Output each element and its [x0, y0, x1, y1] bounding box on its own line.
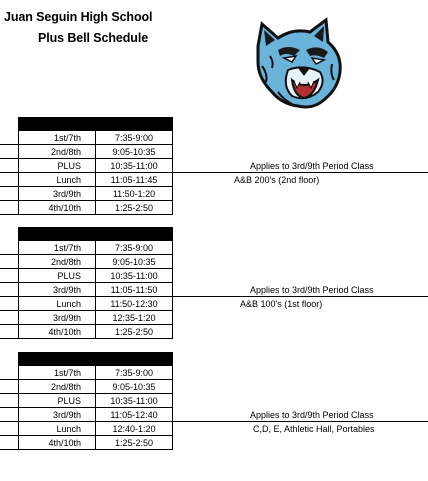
lunch-location: A&B 100's (1st floor)	[240, 299, 323, 309]
period-label: 2nd/8th	[50, 257, 81, 267]
table-row	[0, 159, 428, 173]
table-row	[0, 255, 428, 269]
table-header-bar	[18, 117, 173, 131]
period-label: 3rd/9th	[52, 285, 81, 295]
table-row	[0, 173, 428, 187]
school-title: Juan Seguin High School	[4, 10, 153, 24]
time-range: 11:05-12:40	[110, 410, 158, 420]
time-range: 9:05-10:35	[112, 382, 156, 392]
period-label: Lunch	[56, 175, 81, 185]
period-label: 4th/10th	[48, 327, 81, 337]
time-range: 1:25-2:50	[114, 203, 154, 213]
time-range: 11:50-1:20	[112, 189, 156, 199]
period-label: 4th/10th	[48, 438, 81, 448]
table-row	[0, 187, 428, 201]
table-row	[0, 366, 428, 380]
table-row	[0, 145, 428, 159]
period-label: Lunch	[56, 299, 81, 309]
table-header-bar	[18, 352, 173, 366]
period-label: PLUS	[57, 271, 81, 281]
table-row	[0, 408, 428, 422]
period-label: 1st/7th	[53, 368, 81, 378]
time-range: 1:25-2:50	[114, 438, 154, 448]
period-label: 3rd/9th	[52, 313, 81, 323]
time-range: 7:35-9:00	[114, 368, 154, 378]
time-range: 12:35-1:20	[112, 313, 156, 323]
period-label: 1st/7th	[53, 243, 81, 253]
cougar-mascot-icon	[248, 16, 348, 112]
time-range: 11:05-11:45	[110, 175, 158, 185]
period-label: PLUS	[57, 396, 81, 406]
period-label: 2nd/8th	[50, 382, 81, 392]
time-range: 7:35-9:00	[114, 133, 154, 143]
table-header-bar	[18, 227, 173, 241]
period-label: 3rd/9th	[52, 189, 81, 199]
table-row	[0, 436, 428, 450]
schedule-title: Plus Bell Schedule	[38, 31, 149, 45]
time-range: 12:40-1:20	[112, 424, 156, 434]
table-row	[0, 297, 428, 311]
period-note: Applies to 3rd/9th Period Class	[250, 285, 374, 295]
table-row	[0, 269, 428, 283]
period-label: Lunch	[56, 424, 81, 434]
period-label: 1st/7th	[53, 133, 81, 143]
period-note: Applies to 3rd/9th Period Class	[250, 161, 374, 171]
time-range: 10:35-11:00	[110, 271, 158, 281]
table-row	[0, 380, 428, 394]
period-note: Applies to 3rd/9th Period Class	[250, 410, 374, 420]
table-row	[0, 311, 428, 325]
table-row	[0, 201, 428, 215]
time-range: 10:35-11:00	[110, 161, 158, 171]
time-range: 11:05-11:50	[110, 285, 158, 295]
period-label: PLUS	[57, 161, 81, 171]
time-range: 1:25-2:50	[114, 327, 154, 337]
time-range: 11:50-12:30	[110, 299, 158, 309]
table-row	[0, 283, 428, 297]
lunch-location: C,D, E, Athletic Hall, Portables	[253, 424, 375, 434]
time-range: 7:35-9:00	[114, 243, 154, 253]
period-label: 2nd/8th	[50, 147, 81, 157]
table-row	[0, 394, 428, 408]
lunch-location: A&B 200's (2nd floor)	[234, 175, 320, 185]
period-label: 3rd/9th	[52, 410, 81, 420]
time-range: 9:05-10:35	[112, 257, 156, 267]
time-range: 10:35-11:00	[110, 396, 158, 406]
period-label: 4th/10th	[48, 203, 81, 213]
time-range: 9:05-10:35	[112, 147, 156, 157]
table-row	[0, 325, 428, 339]
table-row	[0, 241, 428, 255]
table-row	[0, 422, 428, 436]
table-row	[0, 131, 428, 145]
